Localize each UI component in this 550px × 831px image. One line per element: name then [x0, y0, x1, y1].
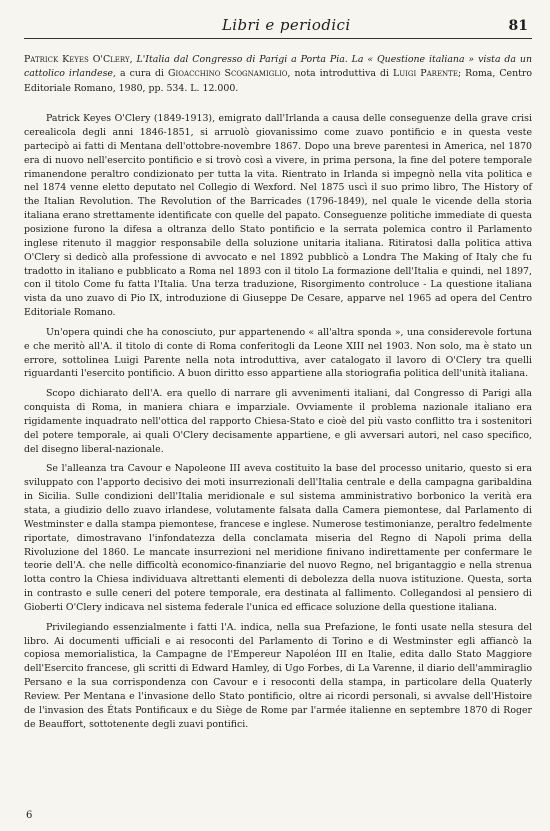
running-header [24, 16, 532, 39]
citation-editor-prefix: a cura di [119, 68, 164, 80]
citation-title: L'Italia dal Congresso di Parigi a Porta Pia. La « Questione italiana » vista da un cattolico irlandese, [24, 54, 532, 80]
citation-intro-author: Luigi Parente; [393, 68, 462, 80]
paragraph: Patrick Keyes O'Clery (1849-1913), emigrato dall'Irlanda a causa delle conseguenze della grave crisi cerealicola degli anni 1846-1851, si arruolò giovanissimo come zuavo pontificio e in questa veste partecipò ai fatti di Mentana dell'ottobre-novembre 1867. Dopo una breve parentesi in America, nel 1870 era di nuovo nell'esercito pontificio e si trovò così a vivere, in prima persona, la fine del potere temporale rimanendone peraltro condizionato per tutta la vita. Rientrato in Irlanda si impegnò nella vita politica e nel 1874 venne eletto deputato nel Collegio di Wexford. Nel 1875 uscì il suo primo libro, The History of the Italian Revolution. The Revolution of the Barricades (1796-1849), nel quale le vicende della storia italiana erano strettamente identificate con quelle del papato. Conseguenze politiche immediate di questa posizione furono la difesa a oltranza dello Stato pontificio e la serrata polemica contro il Parlamento inglese ritenuto il maggior responsabile della soluzione unitaria italiana. Ritiratosi dalla politica attiva O'Clery si dedicò alla professione di avvocato e nel 1892 pubblicò a Londra The Making of Italy che fu tradotto in italiano e pubblicato a Roma nel 1893 con il titolo La formazione dell'Italia e quindi, nel 1897, con il titolo Come fu fatta l'Italia. Una terza traduzione, Risorgimento controluce - La questione italiana vista da uno zuavo di Pio IX, introduzione di Giuseppe De Cesare, apparve nel 1965 ad opera del Centro Editoriale Romano. [24, 113, 532, 319]
citation-intro-prefix: nota introduttiva di [294, 68, 389, 80]
page [24, 16, 532, 738]
running-title: Libri e periodici [221, 16, 351, 34]
paragraph: Se l'alleanza tra Cavour e Napoleone III aveva costituito la base del processo unitario, questo si era sviluppato con l'apporto decisivo dei moti insurrezionali dell'Italia centrale e della campagna garibaldina in Sicilia. Sulle condizioni dell'Italia meridionale e sul sistema amministrativo borbonico la verità era stata, a giudizio dello zuavo irlandese, volutamente falsata dalla Camera piemontese, dal Parlamento di Westminster e dalla stampa piemontese, francese e inglese. Numerose testimonianze, peraltro fedelmente riportate, dimostravano l'infondatezza della conclamata miseria del Regno di Napoli prima della Rivoluzione del 1860. Le mancate insurrezioni nel meridione finivano indirettamente per confermare le teorie dell'A. che nelle difficoltà economico-finanziarie del nuovo Regno, nel brigantaggio e nella strenua lotta contro la Chiesa individuava altrettanti elementi di debolezza della nuova istituzione. Questa, sorta in contrasto e sulle ceneri del potere temporale, era destinata al fallimento. Collegandosi al pensiero di Gioberti O'Clery indicava nel sistema federale l'unica ed efficace soluzione della questione italiana. [24, 463, 532, 613]
review-body [24, 112, 532, 731]
citation-editor: Gioacchino Scognamiglio, [168, 68, 291, 80]
paragraph: Scopo dichiarato dell'A. era quello di narrare gli avvenimenti italiani, dal Congresso di Parigi alla conquista di Roma, in maniera chiara e imparziale. Ovviamente il problema nazionale italiano era rigidamente inquadrato nell'ottica del rapporto Chiesa-Stato e cioè del più vasto conflitto tra i sostenitori del potere temporale, ai quali O'Clery decisamente appartiene, e gli avversari autori, nel caso specifico, del disegno liberal-nazionale. [24, 388, 532, 455]
book-citation: Patrick Keyes O'Clery, L'Italia dal Congresso di Parigi a Porta Pia. La « Questione italiana » vista da un cattolico irlandese, a cura di Gioacchino Scognamiglio, nota introduttiva di Luigi Parente; Roma, Centro Editoriale Romano, 1980, pp. 534. L. 12.000. [24, 54, 532, 94]
page-number: 81 [508, 18, 528, 34]
signature-mark: 6 [26, 810, 33, 821]
paragraph: Privilegiando essenzialmente i fatti l'A. indica, nella sua Prefazione, le fonti usate nella stesura del libro. Ai documenti ufficiali e ai resoconti del Parlamento di Torino e di Westminster egli affiancò la copiosa memorialistica, la Campagne de l'Empereur Napoléon III en Italie, edita dallo Stato Maggiore dell'Esercito francese, gli scritti di Edward Hamley, di Ugo Forbes, di La Varenne, il diario dell'ammiraglio Persano e la sua corrispondenza con Cavour e i resoconti della stampa, in particolare della Quaterly Review. Per Mentana e l'invasione dello Stato pontificio, oltre ai ricordi personali, si avvalse dell'Histoire de l'invasion des États Pontificaux e du Siège de Rome par l'armée italienne en septembre 1870 di Roger de Beauffort, sottotenente degli zuavi pontifici. [24, 621, 532, 730]
citation-author: Patrick Keyes O'Clery [24, 54, 130, 65]
citation-publisher: Roma, Centro Editoriale Romano, 1980, pp. 534. L. 12.000. [24, 68, 532, 94]
paragraph: Un'opera quindi che ha conosciuto, pur appartenendo « all'altra sponda », una considerevole fortuna e che meritò all'A. il titolo di conte di Roma conferitogli da Leone XIII nel 1903. Non solo, ma è stato un errore, sottolinea Luigi Parente nella nota introduttiva, aver catalogato il lavoro di O'Clery tra quelli riguardanti l'esercito pontificio. A buon diritto esso appartiene alla storiografia politica dell'unità italiana. [24, 326, 532, 380]
